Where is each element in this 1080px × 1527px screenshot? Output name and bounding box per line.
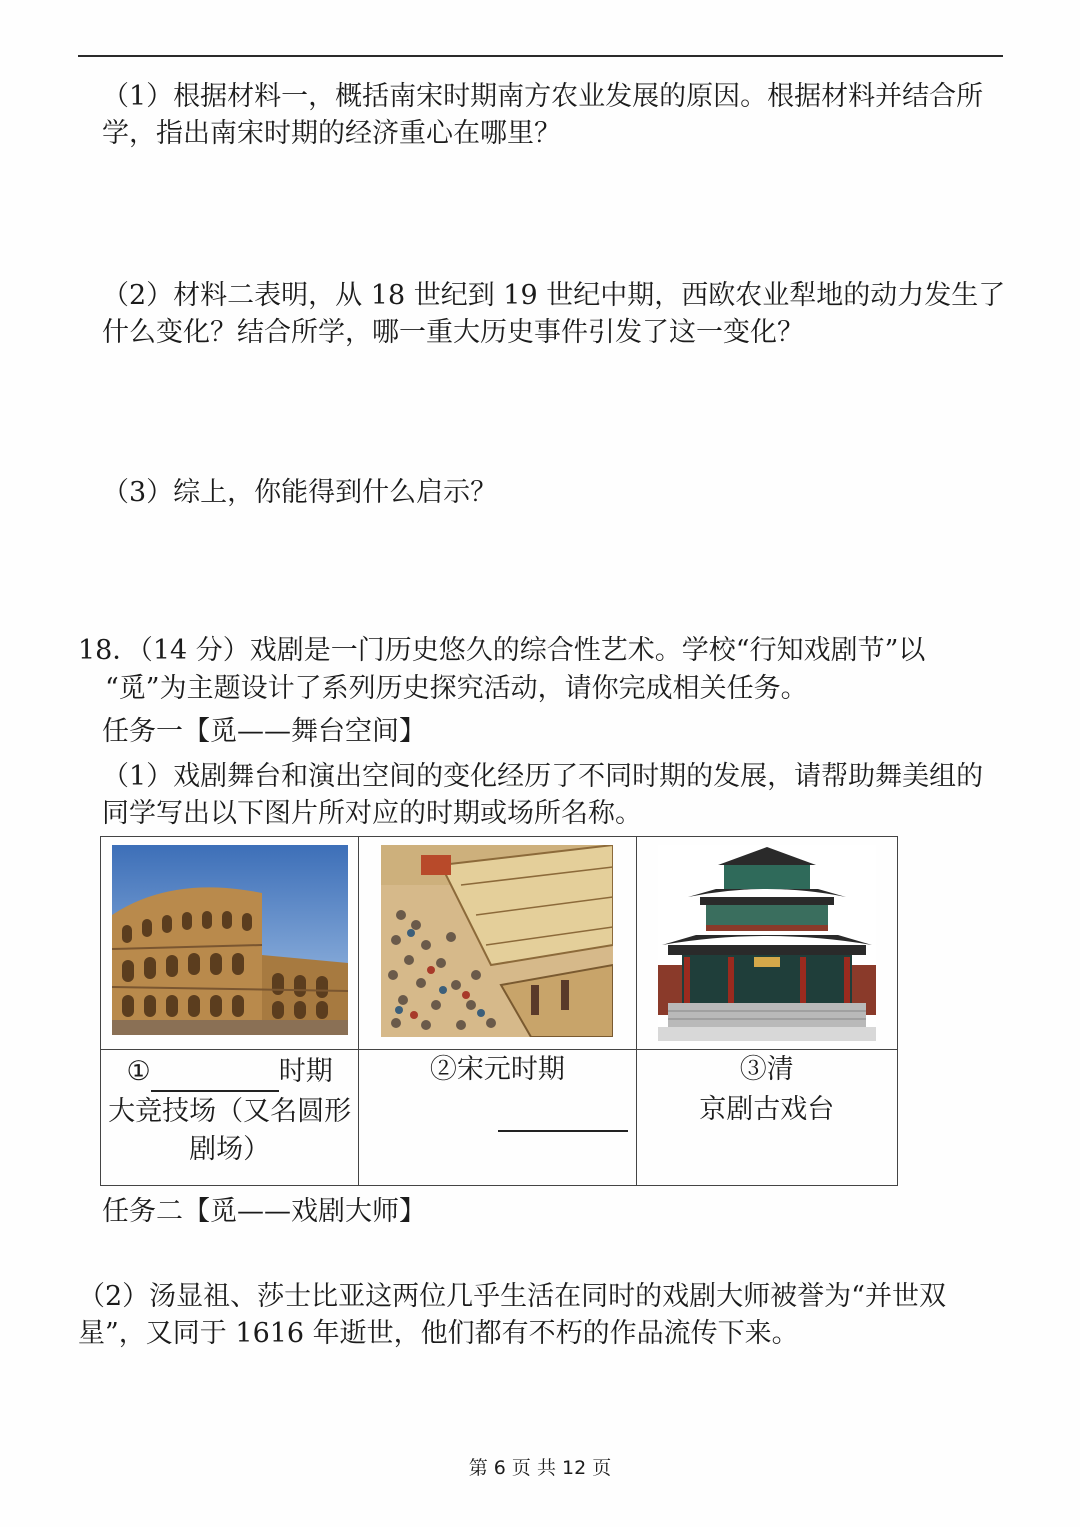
answer-blank-1[interactable] xyxy=(151,1050,279,1092)
cell-1-line-1 xyxy=(101,1050,358,1092)
header-rule xyxy=(78,55,1003,57)
question-1: （1）根据材料一，概括南宋时期南方农业发展的原因。根据材料并结合所学，指出南宋时期的经济重心在哪里？ xyxy=(102,81,984,149)
cell-3-line-1: ③清 xyxy=(739,1054,794,1085)
question-18-line2: “觅”为主题设计了系列历史探究活动，请你完成相关任务。 xyxy=(105,673,808,704)
cell-2-line-2 xyxy=(359,1090,635,1132)
answer-blank-2[interactable] xyxy=(498,1090,628,1132)
task-2-question: （2）汤显祖、莎士比亚这两位几乎生活在同时的戏剧大师被誉为“并世双星”，又同于 1616 年逝世，他们都有不朽的作品流传下来。 xyxy=(78,1281,946,1349)
answer-cell-3 xyxy=(636,1050,897,1186)
page-footer: 第 6 页 共 12 页 xyxy=(468,1457,612,1479)
answer-cell-1 xyxy=(101,1050,359,1186)
circled-number-1: ① xyxy=(126,1056,151,1087)
answer-cell-2 xyxy=(359,1050,636,1186)
colosseum-image xyxy=(112,845,348,1035)
cell-3-line-2: 京剧古戏台 xyxy=(699,1094,835,1125)
cell-1-suffix: 时期 xyxy=(278,1056,333,1087)
cell-1-line-2: 大竞技场（又名圆形 xyxy=(108,1096,352,1127)
song-yuan-painting-image xyxy=(381,845,613,1037)
task-2-heading: 任务二【觅——戏剧大师】 xyxy=(102,1196,426,1227)
colosseum-image-cell xyxy=(101,837,359,1050)
qing-opera-stage-cell xyxy=(636,837,897,1050)
question-18-line1: 18．（14 分）戏剧是一门历史悠久的综合性艺术。学校“行知戏剧节”以 xyxy=(78,635,926,666)
opera-stage-image xyxy=(658,845,876,1041)
cell-1-line-3: 剧场） xyxy=(189,1134,271,1165)
stage-table xyxy=(100,836,898,1186)
song-yuan-painting-cell xyxy=(359,837,636,1050)
cell-2-line-1: ②宋元时期 xyxy=(429,1054,565,1085)
task-1-question: （1）戏剧舞台和演出空间的变化经历了不同时期的发展，请帮助舞美组的同学写出以下图片所对应的时期或场所名称。 xyxy=(102,761,984,829)
task-1-heading: 任务一【觅——舞台空间】 xyxy=(102,716,426,747)
question-2: （2）材料二表明，从 18 世纪到 19 世纪中期，西欧农业犁地的动力发生了什么变化？结合所学，哪一重大历史事件引发了这一变化？ xyxy=(102,280,1006,348)
question-3: （3）综上，你能得到什么启示？ xyxy=(102,477,498,508)
